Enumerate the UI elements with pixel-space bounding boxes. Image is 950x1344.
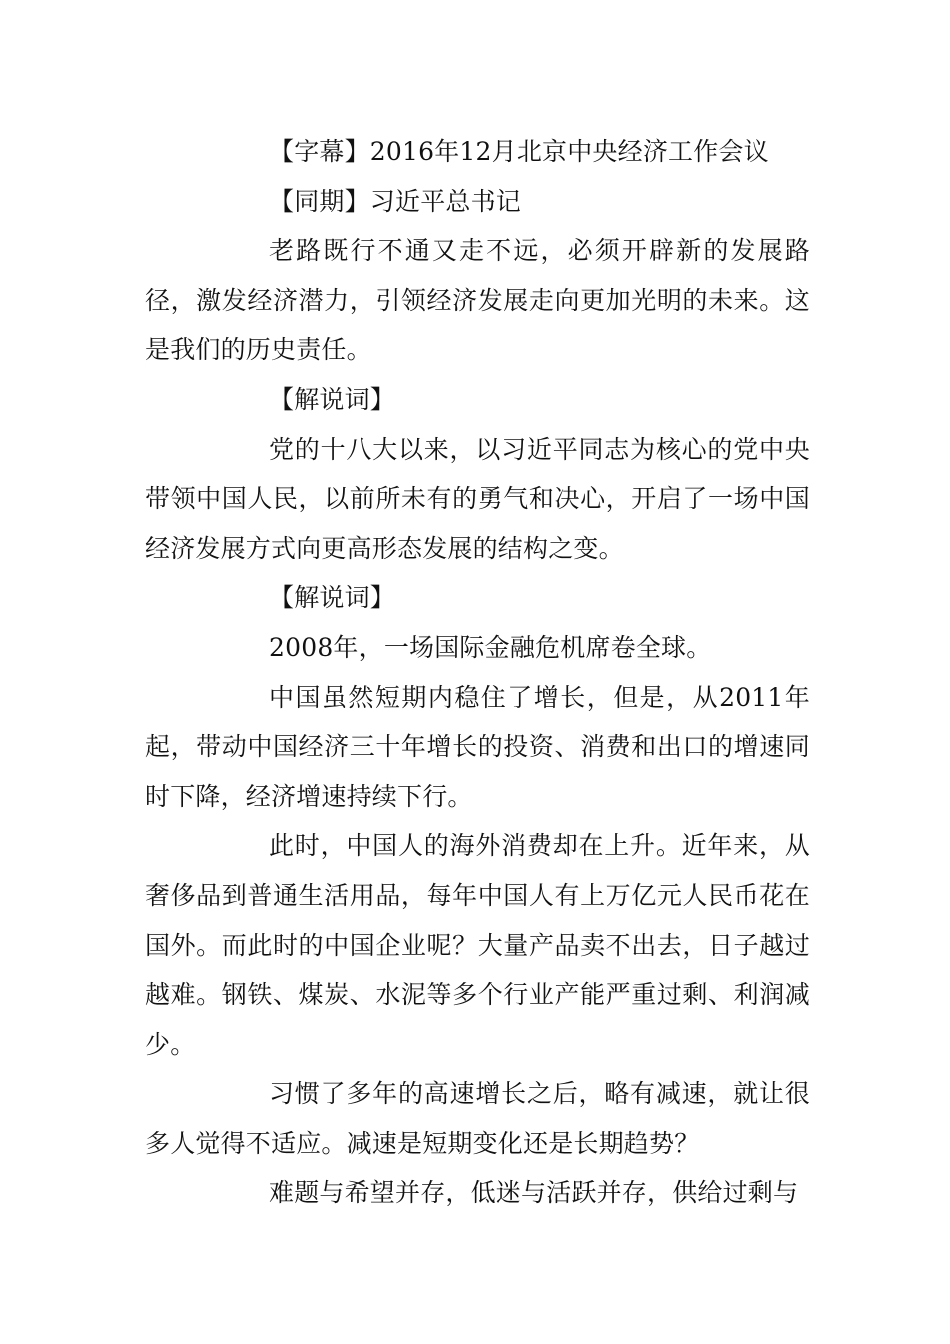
caption-paragraph: 【字幕】2016年12月北京中央经济工作会议 <box>269 137 769 166</box>
document-body <box>145 127 810 1218</box>
body-paragraph: 习惯了多年的高速增长之后，略有减速，就让很多人觉得不适应。减速是短期变化还是长期趋势？ <box>145 1079 810 1158</box>
narration-heading: 【解说词】 <box>269 384 396 414</box>
body-paragraph: 党的十八大以来，以习近平同志为核心的党中央带领中国人民，以前所未有的勇气和决心，开启了一场中国经济发展方式向更高形态发展的结构之变。 <box>145 434 810 563</box>
body-paragraph: 中国虽然短期内稳住了增长，但是，从2011年起，带动中国经济三十年增长的投资、消费和出口的增速同时下降，经济增速持续下行。 <box>145 682 810 811</box>
narration-heading: 【解说词】 <box>269 583 396 613</box>
quote-paragraph: 老路既行不通又走不远，必须开辟新的发展路径，激发经济潜力，引领经济发展走向更加光明的未来。这是我们的历史责任。 <box>145 236 810 365</box>
body-paragraph: 此时，中国人的海外消费却在上升。近年来，从奢侈品到普通生活用品，每年中国人有上万亿元人民币花在国外。而此时的中国企业呢？大量产品卖不出去，日子越过越难。钢铁、煤炭、水泥等多个行业产能严重过剩、利润减少。 <box>145 831 810 1059</box>
body-paragraph: 难题与希望并存，低迷与活跃并存，供给过剩与 <box>269 1178 799 1208</box>
sync-sound-paragraph: 【同期】习近平总书记 <box>269 186 522 216</box>
body-paragraph: 2008年，一场国际金融危机席卷全球。 <box>269 632 712 662</box>
